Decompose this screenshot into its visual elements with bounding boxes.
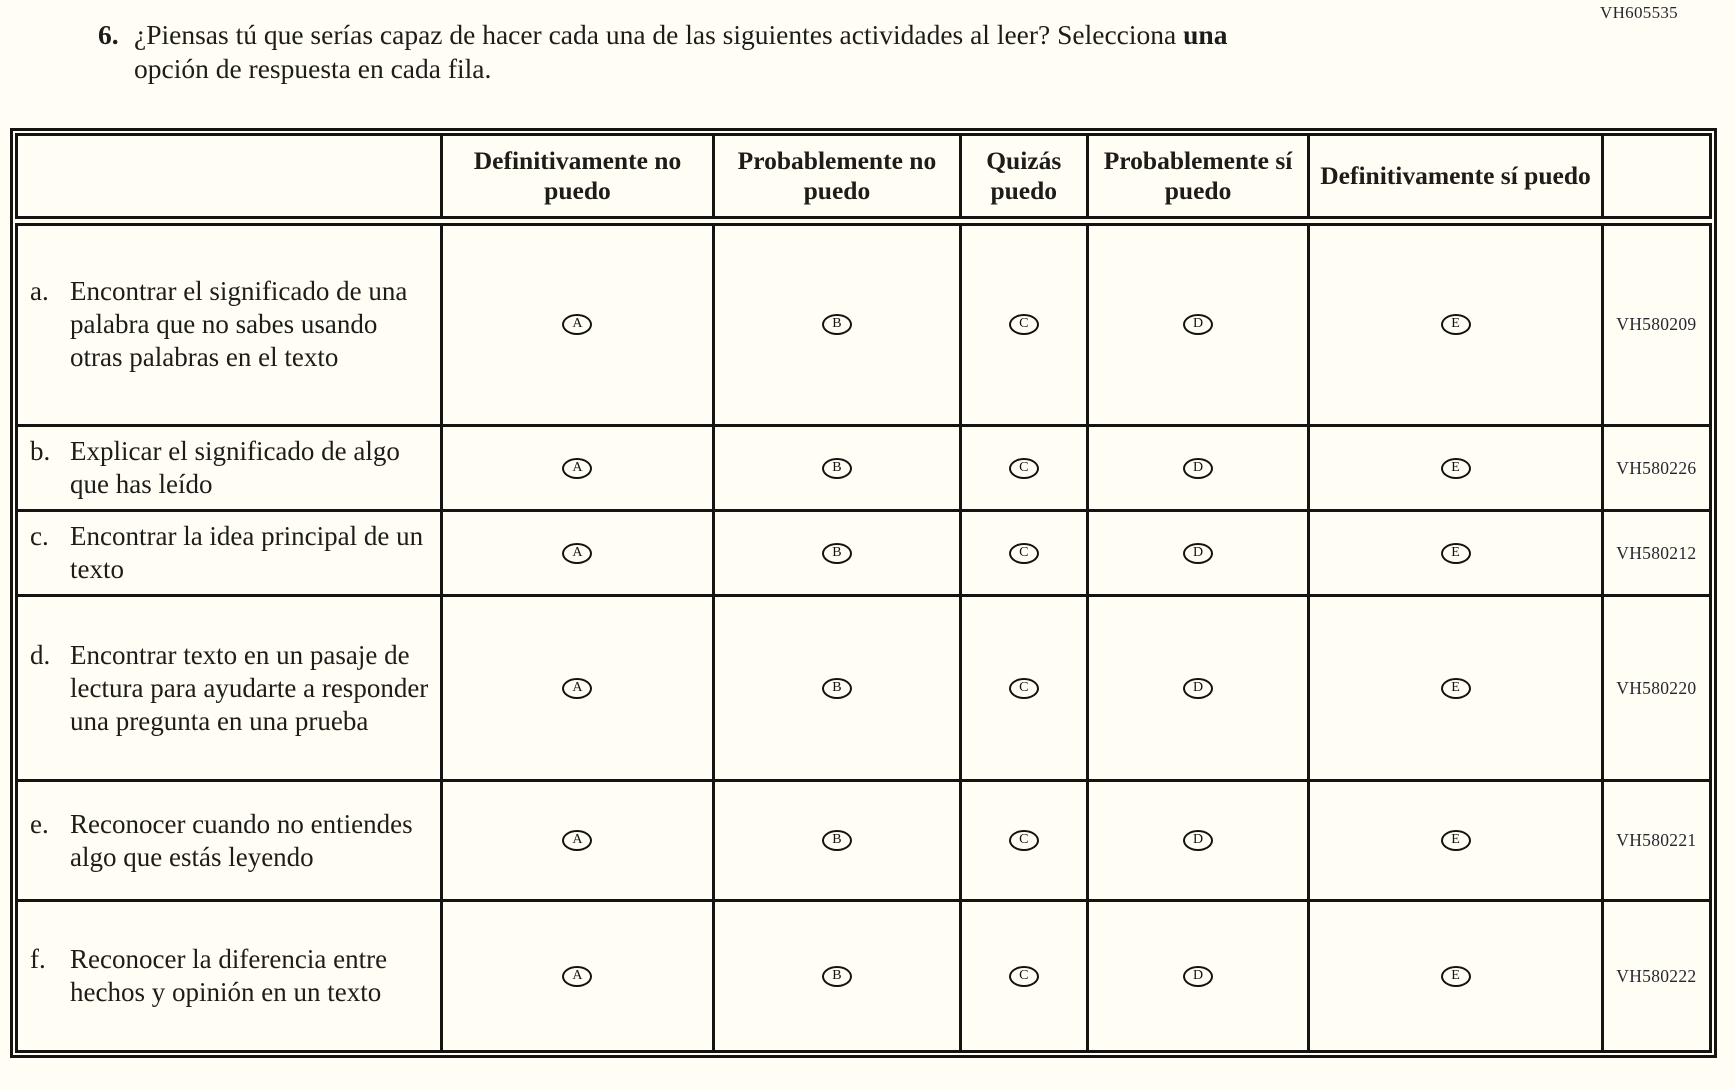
option-bubble-a[interactable]: A [562, 830, 592, 851]
row-letter: e. [30, 808, 49, 839]
activity-cell-c [17, 511, 442, 596]
answer-cell-d-B [714, 596, 960, 781]
option-bubble-d[interactable]: D [1183, 543, 1213, 564]
option-bubble-c[interactable]: C [1009, 458, 1039, 479]
activity-cell-f [17, 901, 442, 1052]
answer-cell-e-A [441, 781, 713, 901]
answer-cell-d-C [960, 596, 1087, 781]
option-bubble-a[interactable]: A [562, 314, 592, 335]
answer-cell-f-E [1309, 901, 1603, 1052]
option-bubble-c[interactable]: C [1009, 314, 1039, 335]
header-probably-cannot: Probablemente no puedo [714, 135, 960, 221]
option-bubble-e[interactable]: E [1441, 966, 1471, 987]
header-row [17, 135, 1711, 221]
answer-cell-c-A [441, 511, 713, 596]
item-code: VH580212 [1602, 511, 1710, 596]
answer-cell-a-D [1087, 221, 1308, 426]
answer-cell-e-D [1087, 781, 1308, 901]
answer-cell-e-E [1309, 781, 1603, 901]
option-bubble-a[interactable]: A [562, 966, 592, 987]
header-definitely-cannot: Definitivamente no puedo [441, 135, 713, 221]
option-bubble-b[interactable]: B [822, 458, 852, 479]
answer-cell-d-E [1309, 596, 1603, 781]
activity-cell-e [17, 781, 442, 901]
answer-cell-a-B [714, 221, 960, 426]
activity-text: Encontrar texto en un pasaje de lectura para ayudarte a responder una pregunta en una prueba [70, 639, 429, 736]
answer-cell-c-D [1087, 511, 1308, 596]
activity-cell-b [17, 426, 442, 511]
answer-cell-c-C [960, 511, 1087, 596]
question-text-before: ¿Piensas tú que serías capaz de hacer cada una de las siguientes actividades al leer? Selecciona [134, 19, 1184, 50]
activity-text: Explicar el significado de algo que has leído [70, 436, 400, 499]
accession-code: VH605535 [1600, 3, 1678, 22]
option-bubble-c[interactable]: C [1009, 830, 1039, 851]
header-code-blank [1602, 135, 1710, 221]
option-bubble-e[interactable]: E [1441, 543, 1471, 564]
question-number: 6. [98, 19, 119, 50]
option-bubble-d[interactable]: D [1183, 458, 1213, 479]
table-row-e [17, 781, 1711, 901]
row-letter: a. [30, 276, 49, 307]
answer-cell-b-B [714, 426, 960, 511]
option-bubble-b[interactable]: B [822, 830, 852, 851]
question-block [98, 18, 1278, 86]
answer-cell-f-A [441, 901, 713, 1052]
answer-cell-e-B [714, 781, 960, 901]
option-bubble-b[interactable]: B [822, 314, 852, 335]
option-bubble-b[interactable]: B [822, 678, 852, 699]
option-bubble-a[interactable]: A [562, 678, 592, 699]
table-row-d [17, 596, 1711, 781]
option-bubble-e[interactable]: E [1441, 830, 1471, 851]
activity-text: Reconocer cuando no entiendes algo que estás leyendo [70, 808, 413, 872]
option-bubble-a[interactable]: A [562, 458, 592, 479]
option-bubble-d[interactable]: D [1183, 830, 1213, 851]
answer-cell-f-C [960, 901, 1087, 1052]
option-bubble-e[interactable]: E [1441, 314, 1471, 335]
option-bubble-d[interactable]: D [1183, 966, 1213, 987]
table-row-b [17, 426, 1711, 511]
answer-cell-f-B [714, 901, 960, 1052]
header-maybe-can: Quizás puedo [960, 135, 1087, 221]
item-code: VH580226 [1602, 426, 1710, 511]
table-row-c [17, 511, 1711, 596]
item-code: VH580222 [1602, 901, 1710, 1052]
option-bubble-e[interactable]: E [1441, 458, 1471, 479]
item-code: VH580209 [1602, 221, 1710, 426]
answer-cell-a-C [960, 221, 1087, 426]
table-row-f [17, 901, 1711, 1052]
row-letter: b. [30, 436, 51, 466]
answer-cell-a-A [441, 221, 713, 426]
table-row-a [17, 221, 1711, 426]
answer-cell-b-C [960, 426, 1087, 511]
activity-cell-d [17, 596, 442, 781]
answer-cell-c-B [714, 511, 960, 596]
option-bubble-b[interactable]: B [822, 966, 852, 987]
answer-cell-e-C [960, 781, 1087, 901]
response-matrix-table [15, 133, 1712, 1053]
answer-cell-b-A [441, 426, 713, 511]
activity-text: Encontrar la idea principal de un texto [70, 521, 424, 584]
option-bubble-b[interactable]: B [822, 543, 852, 564]
question-text-bold: una [1183, 19, 1228, 50]
answer-cell-d-D [1087, 596, 1308, 781]
item-code: VH580220 [1602, 596, 1710, 781]
header-probably-can: Probablemente sí puedo [1087, 135, 1308, 221]
row-letter: d. [30, 639, 51, 670]
activity-text: Encontrar el significado de una palabra que no sabes usando otras palabras en el texto [70, 276, 408, 373]
row-letter: f. [30, 944, 46, 974]
option-bubble-d[interactable]: D [1183, 314, 1213, 335]
option-bubble-c[interactable]: C [1009, 543, 1039, 564]
activity-cell-a [17, 221, 442, 426]
option-bubble-c[interactable]: C [1009, 678, 1039, 699]
row-letter: c. [30, 521, 49, 551]
option-bubble-c[interactable]: C [1009, 966, 1039, 987]
answer-cell-d-A [441, 596, 713, 781]
answer-cell-b-D [1087, 426, 1308, 511]
activity-text: Reconocer la diferencia entre hechos y opinión en un texto [70, 944, 388, 1007]
question-text-after: opción de respuesta en cada fila. [134, 53, 492, 84]
question-text [134, 18, 1254, 86]
header-definitely-can: Definitivamente sí puedo [1309, 135, 1603, 221]
option-bubble-a[interactable]: A [562, 543, 592, 564]
answer-cell-c-E [1309, 511, 1603, 596]
item-code: VH580221 [1602, 781, 1710, 901]
response-matrix-border [10, 128, 1717, 1058]
header-activity-blank [17, 135, 442, 221]
option-bubble-e[interactable]: E [1441, 678, 1471, 699]
answer-cell-b-E [1309, 426, 1603, 511]
answer-cell-a-E [1309, 221, 1603, 426]
answer-cell-f-D [1087, 901, 1308, 1052]
option-bubble-d[interactable]: D [1183, 678, 1213, 699]
